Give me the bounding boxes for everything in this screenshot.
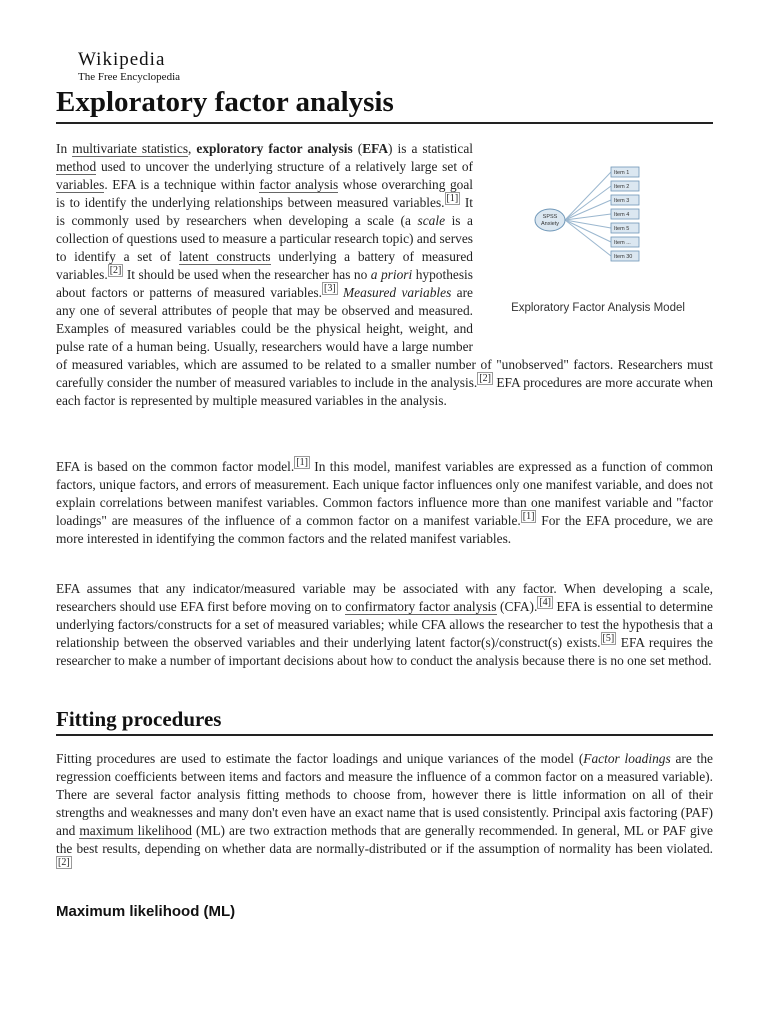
citation-ref[interactable]: [1] — [446, 193, 459, 204]
link-multivariate-statistics[interactable]: multivariate statistics — [72, 141, 189, 156]
item-label: Item 30 — [614, 254, 633, 260]
citation-ref[interactable]: [4] — [539, 597, 551, 608]
factor-label-2: Anxiety — [540, 221, 560, 227]
common-factor-paragraph: EFA is based on the common factor model. [1] In this model, manifest variables are expressed as a function of common factors, unique factors, and errors of measurement. Each unique factor influences only one manifest variable, and does not explain correlations between manifest variables. Common factors influence more than one manifest variable and "factor loadings" are measures of the influence of a common factor on a manifest variable. [1] For the EFA procedure, we are more interested in identifying the common factors and the related manifest variables. — [56, 457, 714, 546]
citation-ref[interactable]: [5] — [602, 633, 615, 644]
citation-ref[interactable]: [1] — [522, 511, 535, 522]
item-label: Item 2 — [614, 184, 630, 190]
link-confirmatory-factor-analysis[interactable]: confirmatory factor analysis — [345, 599, 497, 614]
citation-ref[interactable]: [2] — [479, 373, 491, 384]
item-label: Item 3 — [614, 198, 630, 204]
item-label: Item ... — [614, 240, 631, 246]
efa-assumptions-paragraph: EFA assumes that any indicator/measured variable may be associated with any factor. When developing a scale, researchers should use EFA first before moving on to confirmatory factor analysis (CFA). [4] EFA is essential to determine underlying factors/constructs for a set of measured variables; while CFA allows the researcher to test the hypothesis that a relationship between the observed variables and their underlying latent factor(s)/construct(s) exists. [5] EFA requires the researcher to make a number of important decisions about how to conduct the analysis because there is no one set method. — [56, 581, 714, 668]
citation-ref[interactable]: [2] — [109, 265, 122, 276]
link-variables[interactable]: variables — [56, 177, 105, 192]
citation-ref[interactable]: [1] — [296, 457, 308, 468]
link-latent-constructs[interactable]: latent constructs — [178, 249, 271, 264]
citation-ref[interactable]: [3] — [324, 283, 336, 294]
citation-ref[interactable]: [2] — [58, 857, 70, 868]
figure-caption: Exploratory Factor Analysis Model — [511, 302, 685, 314]
intro-paragraph: In multivariate statistics, exploratory factor analysis (EFA) is a statistical method used to uncover the underlying structure of a relatively large set of variables. EFA is a technique within factor analysis whose overarching goal is to identify the underlying relationships between measured variables. [1] It is commonly used by researchers when developing a scale (a scale is a collection of questions used to measure a particular research topic) and serves to identify a set of latent constructs underlying a battery of measured variables. [2] It should be used when the researcher has no a priori hypothesis about factors or patterns of measured variables. [3] Measured variables are any one of several attributes of people that may be observed and measured. Examples of measured variables could be the physical height, weight, and pulse rate of a human being. Usually, researchers would have a large number of measured variables, which are assumed to be related to a smaller number of "unobserved" factors. Researchers must carefully consider the number of measured variables to include in the analysis. [2] EFA procedures are more accurate when each factor is represented by multiple measured variables in the analysis. — [56, 141, 713, 408]
logo-tagline: The Free Encyclopedia — [78, 71, 181, 83]
logo-wordmark: Wikipedia — [78, 49, 166, 70]
item-label: Item 4 — [614, 212, 630, 218]
efa-diagram — [523, 160, 673, 290]
factor-node — [535, 209, 565, 231]
link-factor-analysis[interactable]: factor analysis — [259, 177, 339, 192]
item-label: Item 1 — [614, 170, 630, 176]
fitting-procedures-paragraph: Fitting procedures are used to estimate the factor loadings and unique variances of the model (Factor loadings are the regression coefficients between items and factors and measure the influence of a common factor on a measured variable). There are several factor analysis fitting methods to choose from, however there is little information on all of their strengths and weaknesses and many don't even have an exact name that is used consistently. Principal axis factoring (PAF) and maximum likelihood (ML) are two extraction methods that are generally recommended. In general, ML or PAF give the best results, depending on whether data are normally-distributed or if the assumption of normality has been violated.[2] — [56, 751, 713, 868]
wikipedia-logo[interactable] — [78, 50, 180, 83]
section-heading-fitting-procedures: Fitting procedures — [56, 706, 713, 736]
efa-model-figure[interactable] — [483, 140, 713, 350]
link-maximum-likelihood[interactable]: maximum likelihood — [79, 823, 192, 838]
link-method[interactable]: method — [56, 159, 97, 174]
factor-label-1: SPSS — [542, 214, 558, 220]
item-label: Item 5 — [614, 226, 630, 232]
intro-section — [56, 140, 713, 410]
subsection-heading-maximum-likelihood: Maximum likelihood (ML) — [56, 903, 236, 920]
page-title: Exploratory factor analysis — [56, 84, 713, 124]
